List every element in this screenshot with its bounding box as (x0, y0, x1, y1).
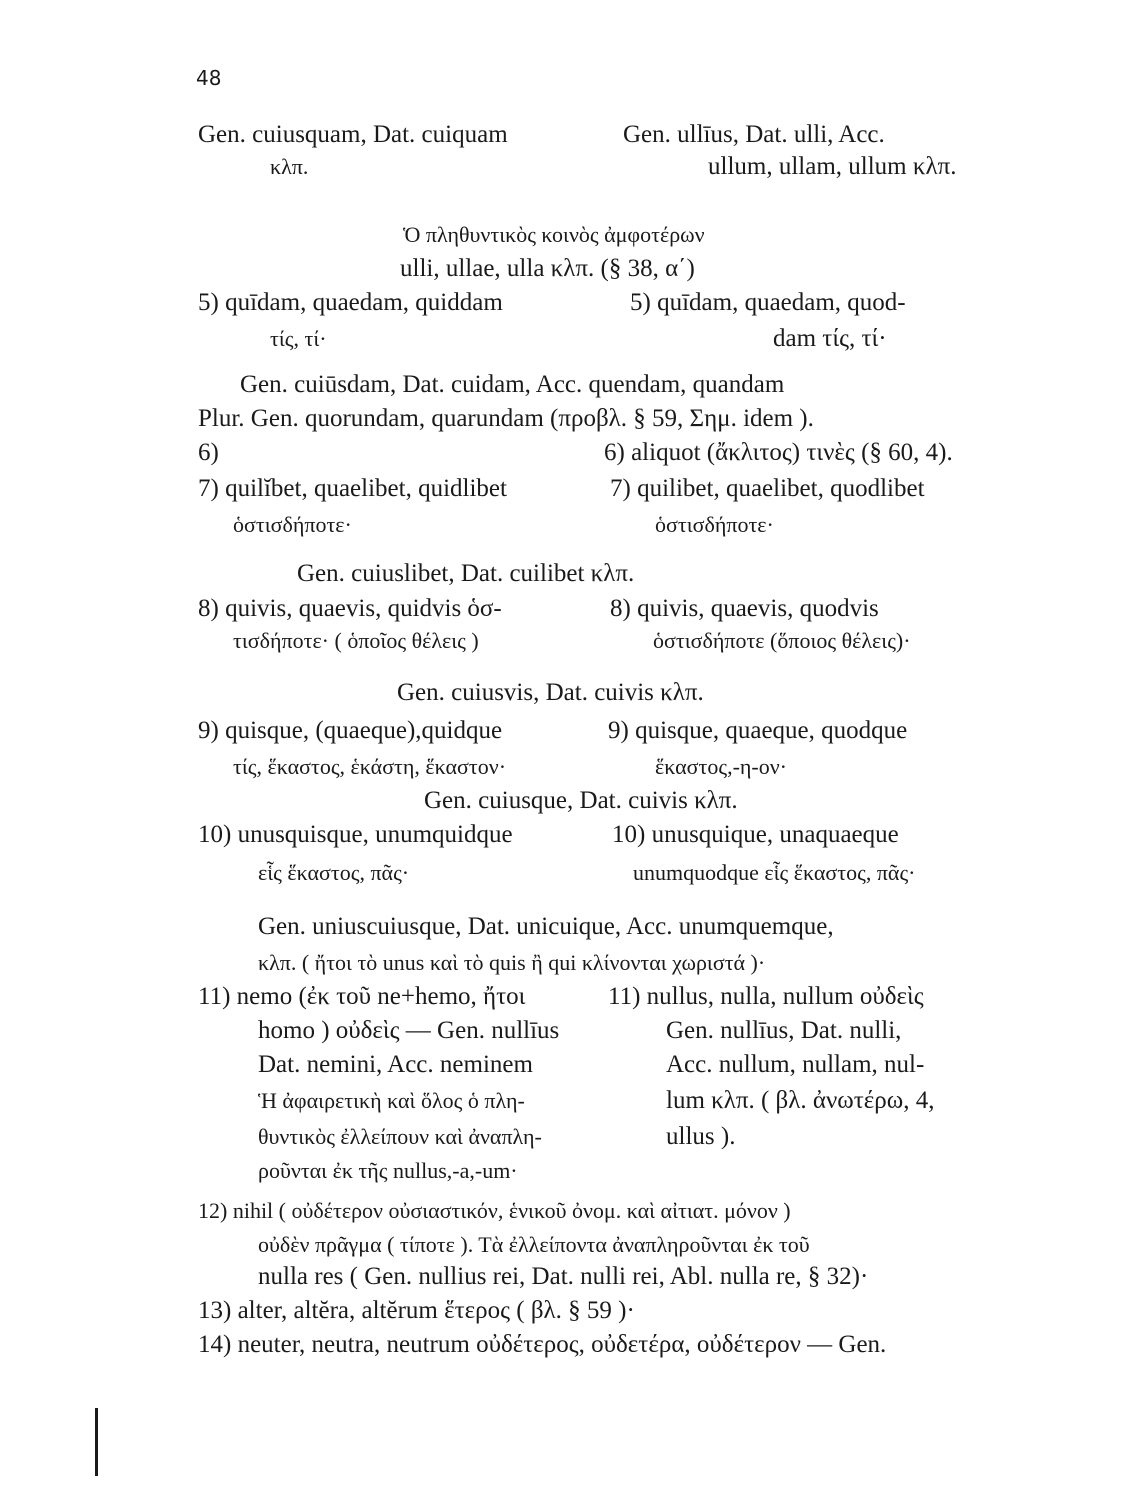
line-center: ulli, ullae, ulla κλπ. (§ 38, α΄) (400, 255, 695, 282)
line-left: homo ) οὐδεὶς — Gen. nullīus (258, 1017, 560, 1044)
line-right: 7) quilibet, quaelibet, quodlibet (610, 475, 925, 502)
line-center: Gen. uniuscuiusque, Dat. unicuique, Acc. unumquemque, (258, 913, 834, 940)
line-left: 10) unusquisque, unumquidque (198, 821, 513, 848)
line-right: 6) aliquot (ἄκλιτος) τινὲς (§ 60, 4). (604, 439, 953, 466)
line-right: ullus ). (666, 1123, 736, 1150)
line-center: Gen. cuiusque, Dat. cuivis κλπ. (424, 787, 738, 814)
line-center: Ὁ πληθυντικὸς κοινὸς ἀμφοτέρων (403, 222, 705, 247)
line-right: Acc. nullum, nullam, nul- (666, 1051, 925, 1078)
line-right: Gen. ullīus, Dat. ulli, Acc. (623, 121, 885, 148)
line-left: εἷς ἕκαστος, πᾶς· (258, 860, 410, 885)
line-right: Gen. nullīus, Dat. nulli, (666, 1017, 902, 1044)
line-center: 13) alter, altĕra, altĕrum ἕτερος ( βλ. § 59 )· (198, 1297, 635, 1324)
line-right: 11) nullus, nulla, nullum οὐδεὶς (608, 983, 924, 1010)
line-left: θυντικὸς ἐλλείπουν καὶ ἀναπλη- (258, 1124, 542, 1149)
line-left: 5) quīdam, quaedam, quiddam (198, 289, 503, 316)
line-left: 7) quilĭbet, quaelibet, quidlibet (198, 475, 507, 502)
line-center: κλπ. ( ἤτοι τὸ unus καὶ τὸ quis ἢ qui κλίνονται χωριστά )· (258, 950, 766, 975)
line-center: Plur. Gen. quorundam, quarundam (προβλ. § 59, Σημ. idem ). (198, 405, 814, 432)
line-right: 9) quisque, quaeque, quodque (608, 717, 908, 744)
line-right: ἕκαστος,-η-ον· (655, 754, 787, 779)
line-right: 8) quivis, quaevis, quodvis (610, 595, 879, 622)
line-left: τίς, τί· (270, 326, 327, 351)
line-center: οὐδὲν πρᾶγμα ( τίποτε ). Τὰ ἐλλείποντα ἀναπληροῦνται ἐκ τοῦ (258, 1232, 810, 1257)
line-center: Gen. cuiuslibet, Dat. cuilibet κλπ. (297, 560, 635, 587)
line-center: nulla res ( Gen. nullius rei, Dat. nulli rei, Abl. nulla re, § 32)· (258, 1263, 869, 1290)
line-left: Gen. cuiusquam, Dat. cuiquam (198, 121, 508, 148)
line-left: 6) (198, 439, 219, 466)
line-right: lum κλπ. ( βλ. ἀνωτέρω, 4, (666, 1087, 935, 1114)
line-left: 9) quisque, (quaeque),quidque (198, 717, 503, 744)
line-center: Gen. cuiūsdam, Dat. cuidam, Acc. quendam, quandam (240, 371, 785, 398)
line-left: 8) quivis, quaevis, quidvis ὁσ- (198, 595, 502, 622)
line-left: 11) nemo (ἐκ τοῦ ne+hemo, ἤτοι (198, 983, 526, 1010)
line-left: κλπ. (270, 154, 309, 179)
line-right: unumquodque εἷς ἕκαστος, πᾶς· (633, 860, 916, 885)
line-right: 5) quīdam, quaedam, quod- (630, 289, 906, 316)
line-right: ullum, ullam, ullum κλπ. (708, 153, 957, 180)
line-right: ὁστισδήποτε (ὅποιος θέλεις)· (653, 628, 911, 653)
line-right: 10) unusquique, unaquaeque (612, 821, 899, 848)
line-right: ὁστισδήποτε· (655, 512, 774, 537)
line-center: 14) neuter, neutra, neutrum οὐδέτερος, οὐδετέρα, οὐδέτερον — Gen. (198, 1331, 887, 1358)
line-right: dam τίς, τί· (773, 325, 887, 352)
margin-rule (95, 1408, 98, 1476)
line-left: ὁστισδήποτε· (233, 512, 352, 537)
line-left: Dat. nemini, Acc. neminem (258, 1051, 533, 1078)
line-left: ροῦνται ἐκ τῆς nullus,-a,-um· (258, 1158, 518, 1183)
page-number: 48 (196, 66, 222, 90)
line-left: τισδήποτε· ( ὁποῖος θέλεις ) (233, 628, 479, 653)
line-left: τίς, ἕκαστος, ἑκάστη, ἕκαστον· (233, 754, 507, 779)
line-center: Gen. cuiusvis, Dat. cuivis κλπ. (397, 679, 704, 706)
line-left: Ἡ ἀφαιρετικὴ καὶ ὅλος ὁ πλη- (258, 1088, 525, 1113)
line-center: 12) nihil ( οὐδέτερον οὐσιαστικόν, ἑνικοῦ ὀνομ. καὶ αἰτιατ. μόνον ) (198, 1198, 791, 1223)
